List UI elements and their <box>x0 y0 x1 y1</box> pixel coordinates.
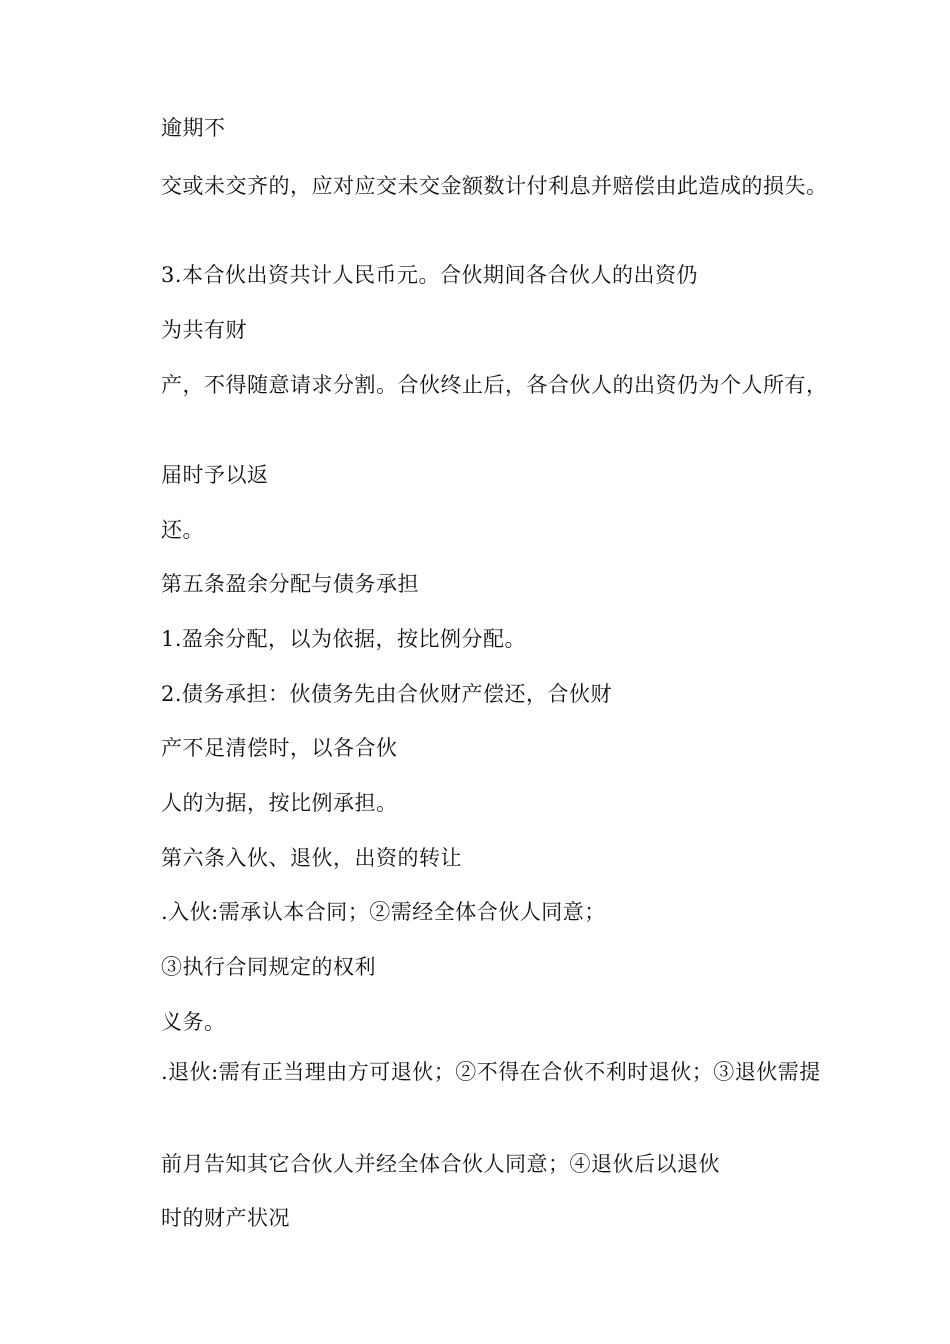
paragraph-17: .退伙:需有正当理由方可退伙；②不得在合伙不利时退伙；③退伙需提 <box>161 1060 821 1084</box>
paragraph-10: 2.债务承担：伙债务先由合伙财产偿还，合伙财 <box>161 682 613 706</box>
paragraph-11: 产不足清偿时，以各合伙 <box>161 736 398 760</box>
paragraph-5: 产，不得随意请求分割。合伙终止后，各合伙人的出资仍为个人所有， <box>161 373 828 397</box>
section-heading-6: 第六条入伙、退伙，出资的转让 <box>161 846 462 870</box>
paragraph-9: 1.盈余分配，以为依据，按比例分配。 <box>161 627 527 651</box>
section-heading-5: 第五条盈余分配与债务承担 <box>161 572 419 596</box>
paragraph-19: 时的财产状况 <box>161 1206 290 1230</box>
paragraph-2: 交或未交齐的，应对应交未交金额数计付利息并赔偿由此造成的损失。 <box>161 174 828 198</box>
paragraph-1: 逾期不 <box>161 116 226 140</box>
paragraph-18: 前月告知其它合伙人并经全体合伙人同意；④退伙后以退伙 <box>161 1152 720 1176</box>
paragraph-4: 为共有财 <box>161 318 247 342</box>
paragraph-12: 人的为据，按比例承担。 <box>161 791 398 815</box>
paragraph-6: 届时予以返 <box>161 463 269 487</box>
paragraph-3: 3.本合伙出资共计人民币元。合伙期间各合伙人的出资仍 <box>161 263 699 287</box>
paragraph-16: 义务。 <box>161 1010 226 1034</box>
paragraph-15: ③执行合同规定的权利 <box>161 955 376 979</box>
paragraph-7: 还。 <box>161 518 204 542</box>
paragraph-14: .入伙:需承认本合同；②需经全体合伙人同意； <box>161 900 606 924</box>
